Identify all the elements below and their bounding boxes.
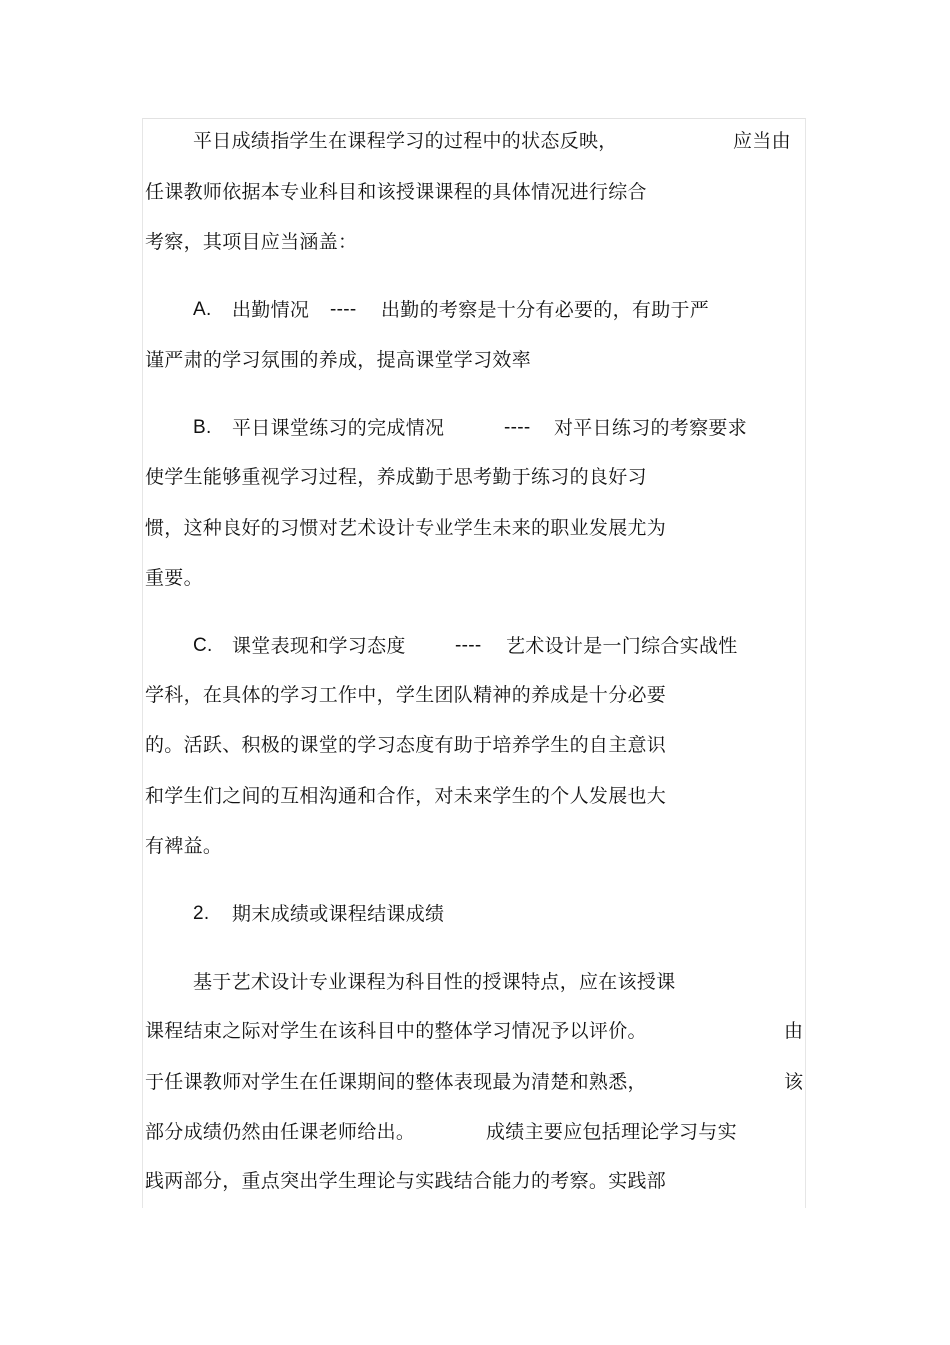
item-a-marker: A.	[193, 299, 212, 320]
p2-line-2a: 课程结束之际对学生在该科目中的整体学习情况予以评价。	[145, 1020, 647, 1042]
p2-line-1: 基于艺术设计专业课程为科目性的授课特点，应在该授课	[193, 971, 676, 993]
p2-line-2b: 由	[784, 1020, 804, 1042]
p1-line-2: 任课教师依据本专业科目和该授课课程的具体情况进行综合	[145, 181, 647, 203]
item-c-title: 课堂表现和学习态度	[232, 635, 406, 657]
item-a-line-2: 谨严肃的学习氛围的养成，提高课堂学习效率	[145, 349, 532, 371]
p1-line-1b: 应当由	[733, 130, 791, 152]
item-a-line-1: 出勤的考察是十分有必要的，有助于严	[381, 299, 710, 321]
item-c-line-4: 和学生们之间的互相沟通和合作，对未来学生的个人发展也大	[145, 785, 667, 807]
item-c-dash: ----	[455, 635, 482, 656]
section-2-number: 2.	[193, 903, 210, 924]
page-frame	[142, 118, 806, 1208]
p2-line-3a: 于任课教师对学生在任课期间的整体表现最为清楚和熟悉，	[145, 1071, 647, 1093]
item-a-title: 出勤情况	[232, 299, 310, 321]
item-c-line-1: 艺术设计是一门综合实战性	[506, 635, 738, 657]
p2-line-3b: 该	[784, 1071, 804, 1093]
item-c-line-2: 学科，在具体的学习工作中，学生团队精神的养成是十分必要	[145, 684, 667, 706]
item-b-line-4: 重要。	[145, 567, 203, 589]
item-b-title: 平日课堂练习的完成情况	[232, 417, 445, 439]
p2-line-4a: 部分成绩仍然由任课老师给出。	[145, 1121, 416, 1143]
item-c-line-3: 的。活跃、积极的课堂的学习态度有助于培养学生的自主意识	[145, 734, 667, 756]
p1-line-1a: 平日成绩指学生在课程学习的过程中的状态反映，	[193, 130, 618, 152]
section-2-title: 期末成绩或课程结课成绩	[232, 903, 445, 925]
item-c-marker: C.	[193, 635, 213, 656]
p2-line-4b: 成绩主要应包括理论学习与实	[486, 1121, 737, 1143]
item-c-line-5: 有裨益。	[145, 835, 223, 857]
item-b-line-2: 使学生能够重视学习过程，养成勤于思考勤于练习的良好习	[145, 466, 647, 488]
item-b-marker: B.	[193, 417, 212, 438]
item-b-dash: ----	[504, 417, 531, 438]
item-a-dash: ----	[330, 299, 357, 320]
p1-line-3: 考察，其项目应当涵盖：	[145, 231, 358, 253]
item-b-line-3: 惯，这种良好的习惯对艺术设计专业学生未来的职业发展尤为	[145, 517, 667, 539]
item-b-line-1: 对平日练习的考察要求	[554, 417, 748, 439]
p2-line-5: 践两部分，重点突出学生理论与实践结合能力的考察。实践部	[145, 1170, 667, 1192]
